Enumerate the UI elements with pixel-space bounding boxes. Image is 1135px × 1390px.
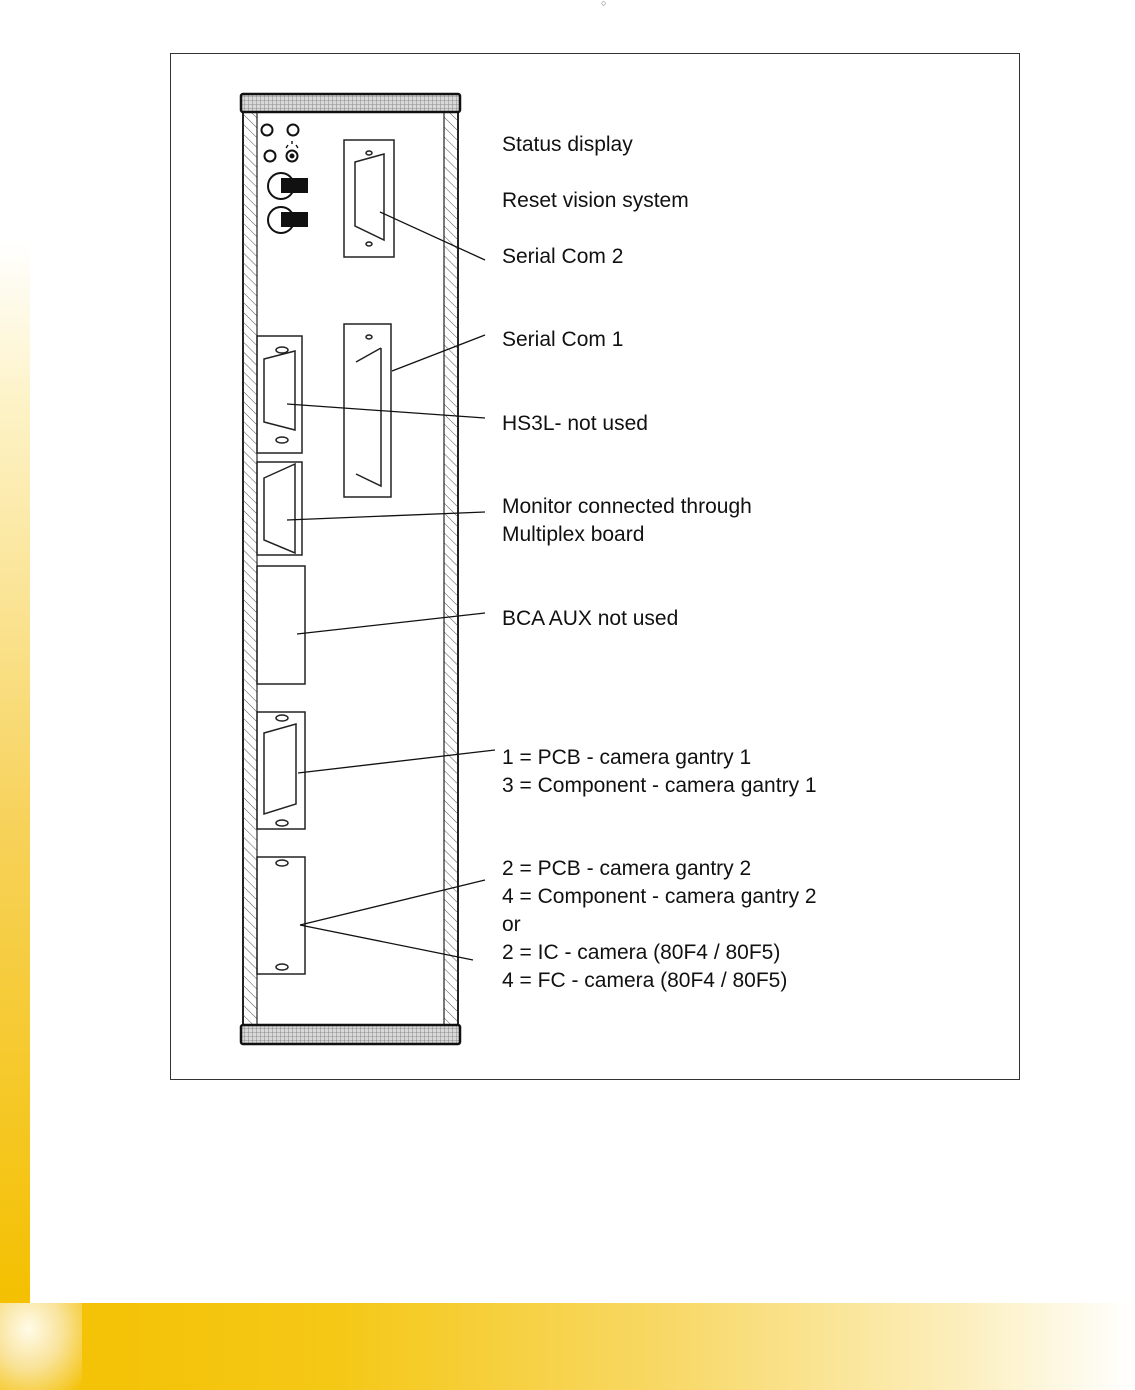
bottom-handle-bar bbox=[241, 1025, 460, 1044]
label-serial-com2: Serial Com 2 bbox=[502, 245, 624, 268]
label-monitor-line1: Monitor connected through bbox=[502, 495, 752, 518]
label-camera1-line2: 3 = Component - camera gantry 1 bbox=[502, 774, 817, 797]
board-panel bbox=[243, 110, 458, 1025]
small-circle-mark: ○ bbox=[601, 0, 607, 8]
label-reset-vision: Reset vision system bbox=[502, 189, 689, 212]
label-camera2-line1: 2 = PCB - camera gantry 2 bbox=[502, 857, 752, 880]
label-status-display: Status display bbox=[502, 133, 633, 156]
label-camera2-line4: 4 = FC - camera (80F4 / 80F5) bbox=[502, 969, 788, 992]
label-camera2-or: or bbox=[502, 913, 521, 936]
label-camera1-line1: 1 = PCB - camera gantry 1 bbox=[502, 746, 752, 769]
label-camera2-line3: 2 = IC - camera (80F4 / 80F5) bbox=[502, 941, 781, 964]
label-camera2-line2: 4 = Component - camera gantry 2 bbox=[502, 885, 817, 908]
label-bca-aux: BCA AUX not used bbox=[502, 607, 679, 630]
label-hs3l: HS3L- not used bbox=[502, 412, 648, 435]
label-monitor-line2: Multiplex board bbox=[502, 523, 645, 546]
top-handle-bar bbox=[241, 94, 460, 112]
label-serial-com1: Serial Com 1 bbox=[502, 328, 624, 351]
